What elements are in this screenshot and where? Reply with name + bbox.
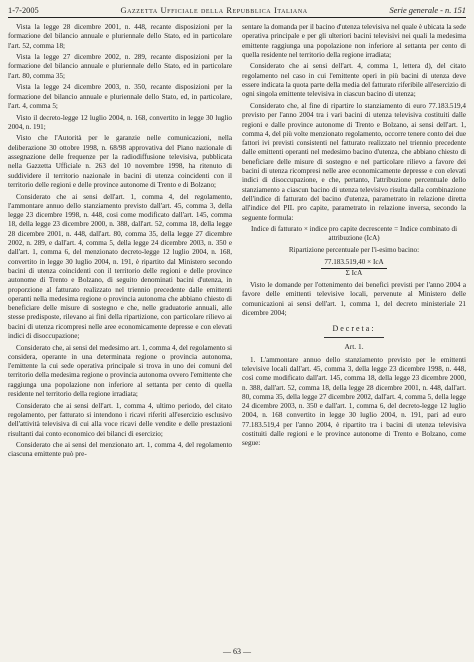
text-columns xyxy=(8,23,466,462)
page-number: — 63 — xyxy=(223,647,251,656)
paragraph: Considerato che ai sensi dell'art. 4, comma 1, lettera d), del citato regolamento nel caso in cui l'emittente operi in più bacini di utenza deve essere indicata la quota parte della media del fatturato riferibile all'esercizio di ogni singola emittente televisiva in ciascun bacino di utenza; xyxy=(242,62,466,99)
paragraph: Considerato che, ai sensi del medesimo art. 1, comma 4, del regolamento si considera, operante in una determinata regione o provincia autonoma, l'emittente la cui sede operativa principale si trova in uno dei comuni del territorio della medesima regione o provincia autonoma ovvero l'emittente che raggiunga una popolazione non inferiore al settanta per cento di quella residente nel territorio della regione irradiata; xyxy=(8,343,232,399)
paragraph: Vista la legge 24 dicembre 2003, n. 350, recante disposizioni per la formazione del bilancio annuale e pluriennale dello Stato, ed, in particolare, l'art. 4, comma 5; xyxy=(8,83,232,110)
paragraph: Visto le domande per l'ottenimento dei benefici previsti per l'anno 2004 a favore delle emittenti televisive locali, pervenute al Ministero delle comunicazioni ai sensi dell'art. 1, comma 1, del decreto ministeriale 21 dicembre 2004; xyxy=(242,280,466,317)
paragraph: Vista la legge 28 dicembre 2001, n. 448, recante disposizioni per la formazione del bilancio annuale e pluriennale dello Stato, ed in particolare l'art. 52, comma 18; xyxy=(8,23,232,50)
article-text: 1. L'ammontare annuo dello stanziamento previsto per le emittenti televisive locali dall'art. 45, comma 3, della legge 23 dicembre 1998, n. 448, così come modificato dall'art. 145, comma 18, della legge 23 dicembre 2000, n. 388, dall'art. 52, comma 18, della legge 28 dicembre 2001, n. 448, dall'art. 80, comma 35, della legge 27 dicembre 2002, dall'art. 4, comma 5, della legge 24 dicembre 2003, n. 350 e dall'art. 1, comma 6, del decreto-legge 12 luglio 2004, n. 168 convertito in legge 30 luglio 2004, n. 191, pari ad euro 77.183.519,4 per l'anno 2004, è ripartito tra i bacini di utenza televisiva costituiti dalle regioni e le province autonome di Trento e Bolzano, come segue: xyxy=(242,355,466,448)
paragraph: Visto che l'Autorità per le garanzie nelle comunicazioni, nella deliberazione 30 ottobre 1998, n. 68/98 approvativa del Piano nazionale di assegnazione delle frequenze per la radiodiffusione televisiva, pubblicata nella Gazzetta Ufficiale n. 263 del 10 novembre 1998, ha ritenuto di suddividere il territorio nazionale in bacini di utenza coincidenti con il territorio delle regioni e delle province autonome di Trento e di Bolzano; xyxy=(8,134,232,189)
distribution-formula xyxy=(242,258,466,278)
left-column xyxy=(8,23,232,462)
formula-denominator: Σ IcA xyxy=(345,268,363,277)
right-column xyxy=(242,23,466,462)
page-header xyxy=(8,6,466,18)
paragraph: Considerato che, al fine di ripartire lo stanziamento di euro 77.183.519,4 previsto per l'anno 2004 tra i vari bacini di utenza televisiva costituiti dalle regioni e dalle province autonome di Trento e Bolzano, ai sensi dell'art. 1, comma 4, del più volte menzionato regolamento, occorre tenere conto dei due fattori ivi previsti consistenti nel fatturato realizzato nel triennio precedente dalle emittenti operanti nel medesimo bacino d'utenza, che abbiano chiesto di beneficiare delle misure di sostegno e nel particolare rilievo a favore dei bacini di utenza ricompresi nelle aree economicamente depresse e con elevati indici di disoccupazione, e che, pertanto, l'attribuzione percentuale dello stanziamento a ciascun bacino di utenza televisivo risulta dalla combinazione dell'indice di fatturato del bacino d'utenza, parametrato in relazione diretta all'indice del PIL pro capite, parametrato in relazione inversa, secondo la seguente formula: xyxy=(242,101,466,222)
article-number: Art. 1. xyxy=(344,342,364,352)
paragraph: Considerato che ai sensi del menzionato art. 1, comma 4, del regolamento ciascuna emittente può pre- xyxy=(8,441,232,459)
paragraph: Visto il decreto-legge 12 luglio 2004, n. 168, convertito in legge 30 luglio 2004, n. 191; xyxy=(8,113,232,131)
header-series: Serie generale - n. 151 xyxy=(389,6,466,15)
divider xyxy=(324,337,384,338)
formula-caption: Indice di fatturato × indice pro capite decrescente = Indice combinato di attribuzione (IcA) xyxy=(250,225,458,243)
header-date: 1-7-2005 xyxy=(8,6,39,15)
formula-numerator: 77.183.519,40 × IcA xyxy=(321,258,386,268)
paragraph: Considerato che ai sensi dell'art. 1, comma 4, del regolamento, l'ammontare annuo dello stanziamento previsto dall'art. 45, comma 3, della legge 23 dicembre 1998, n. 448, cosi come modificato dall'art. 145, comma 18, della legge 23 dicembre 2000, n. 388, dall'art. 52, comma 18, della legge 28 dicembre 2001, n. 448, dall'art. 80, comma 35, della legge 27 dicembre 2002, n. 289, e dall'art. 4, comma 5, della legge 24 dicembre 2003, n. 350 e dall'art. 1, comma 6, del menzionato decreto-legge 12 luglio 2004, n. 168, convertito in legge 30 luglio 2004, n. 191, è ripartito dal Ministero secondo bacini di utenza coincidenti con il territorio delle regioni e delle province autonome di Trento e Bolzano, di seguito denominati bacini d'utenza, in proporzione al fatturato realizzato nel triennio precedente dalle emittenti operanti nella medesima regione o provincia autonoma che abbiano chiesto di beneficiare delle misure di sostegno e che, nelle graduatorie annuali, alle stesse predisposte, rilevano ai fini della ripartizione, con particolare rilievo ai bacini di utenza ricompresi nelle aree economicamente depresse e con elevati indici di disoccupazione; xyxy=(8,192,232,340)
decree-heading: Decreta: xyxy=(332,324,376,334)
formula-intro: Ripartizione percentuale per l'i-esimo bacino: xyxy=(288,246,420,255)
paragraph: Vista la legge 27 dicembre 2002, n. 289, recante disposizioni per la formazione del bilancio annuale e pluriennale dello Stato, ed in particolare l'art. 80, comma 35; xyxy=(8,53,232,80)
header-title: Gazzetta Ufficiale della Repubblica Italiana xyxy=(120,6,308,15)
paragraph: sentare la domanda per il bacino d'utenza televisiva nel quale è ubicata la sede operativa principale e per gli ulteriori bacini televisivi nei quali la medesima emittente raggiunga una popolazione non inferiore al settanta per cento di quella residente nel territorio della regione irradiata; xyxy=(242,23,466,59)
paragraph: Considerato che ai sensi dell'art. 1, comma 4, ultimo periodo, del citato regolamento, per fatturato si intendono i ricavi riferiti all'esercizio esclusivo dell'attività televisiva di cui alla voce ricavi delle vendite e delle prestazioni risultanti dai conto economico dei bilanci di esercizio; xyxy=(8,401,232,438)
formula-fraction xyxy=(321,258,386,278)
